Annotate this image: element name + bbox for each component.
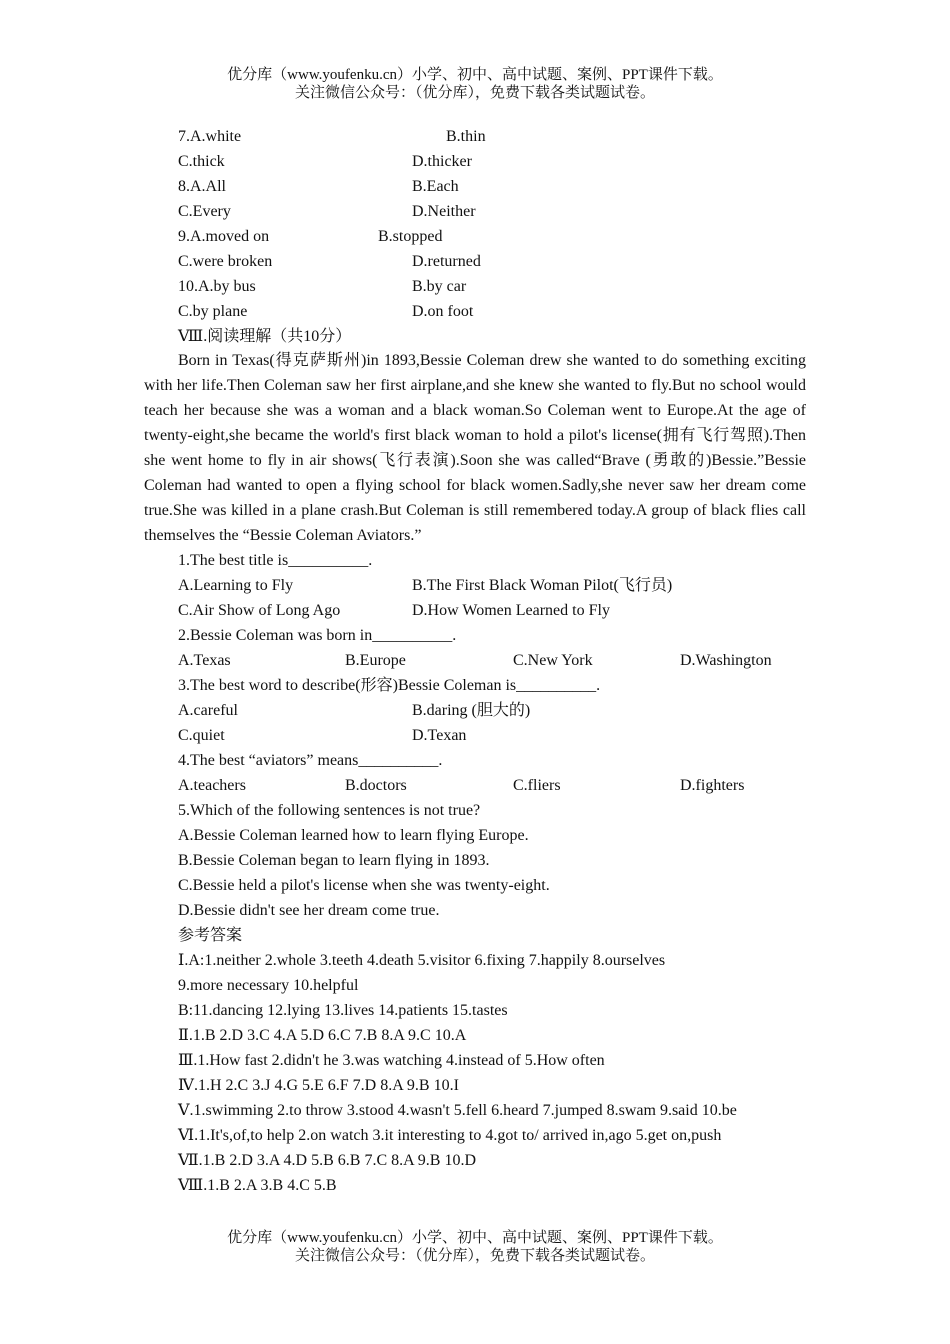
option-b: B.thin (446, 128, 486, 145)
question-stem: 5.Which of the following sentences is not true? (178, 802, 481, 819)
option-a: 7.A.white (178, 128, 242, 145)
answer-line: Ⅶ.1.B 2.D 3.A 4.D 5.B 6.B 7.C 8.A 9.B 10.D (178, 1152, 477, 1169)
option-b: B.Europe (345, 652, 406, 669)
reading-passage: Born in Texas(得克萨斯州)in 1893,Bessie Coleman drew she wanted to do something exciting with her life.Then Coleman saw her first airplane,and she knew she wanted to fly.But no school would teach her because she was a woman and a black woman.So Coleman went to Europe.At the age of twenty-eight,she became the world's first black woman to hold a pilot's license(拥有飞行驾照).Then she went home to fly in air shows(飞行表演).Soon she was called“Brave (勇敢的)Bessie.”Bessie Coleman had wanted to open a flying school for black women.Sadly,she never saw her dream come true.She was killed in a plane crash.But Coleman is still remembered today.A group of black flies call themselves the “Bessie Coleman Aviators.” (144, 352, 806, 544)
option-row (178, 199, 806, 224)
option-row (178, 249, 806, 274)
option-a: A.careful (178, 702, 238, 719)
answer-line: Ⅱ.1.B 2.D 3.C 4.A 5.D 6.C 7.B 8.A 9.C 10.A (178, 1027, 467, 1044)
option-d: D.on foot (412, 303, 474, 320)
option-row (178, 124, 806, 149)
option-c: C.fliers (513, 777, 561, 794)
option-c: C.Bessie held a pilot's license when she was twenty-eight. (178, 877, 550, 894)
answer-line: Ⅲ.1.How fast 2.didn't he 3.was watching 4.instead of 5.How often (178, 1052, 605, 1069)
page-header (0, 66, 950, 102)
option-row (178, 723, 806, 748)
option-d: D.Neither (412, 203, 476, 220)
option-a: A.Learning to Fly (178, 577, 294, 594)
option-b: B.doctors (345, 777, 407, 794)
question-stem: 3.The best word to describe(形容)Bessie Coleman is__________. (178, 677, 601, 694)
header-line-1: 优分库（www.youfenku.cn）小学、初中、高中试题、案例、PPT课件下载。 (227, 67, 723, 83)
answer-line: Ⅰ.A:1.neither 2.whole 3.teeth 4.death 5.visitor 6.fixing 7.happily 8.ourselves (178, 952, 666, 969)
option-a: A.teachers (178, 777, 246, 794)
answers-heading: 参考答案 (178, 927, 243, 944)
option-d: D.Washington (680, 652, 772, 669)
option-b: B.Bessie Coleman began to learn flying in 1893. (178, 852, 490, 869)
option-row (178, 698, 806, 723)
option-row (178, 274, 806, 299)
option-row (178, 174, 806, 199)
option-d: D.Bessie didn't see her dream come true. (178, 902, 440, 919)
section-heading: Ⅷ.阅读理解（共10分） (178, 328, 352, 345)
footer-line-2: 关注微信公众号：（优分库），免费下载各类试题试卷。 (294, 1248, 655, 1264)
option-d: D.returned (412, 253, 481, 270)
option-b: B.by car (412, 278, 467, 295)
option-d: D.How Women Learned to Fly (412, 602, 610, 619)
question-stem: 1.The best title is__________. (178, 552, 373, 569)
option-a: 8.A.All (178, 178, 226, 195)
option-c: C.quiet (178, 727, 225, 744)
option-c: C.by plane (178, 303, 248, 320)
option-d: D.thicker (412, 153, 472, 170)
header-line-2: 关注微信公众号：（优分库），免费下载各类试题试卷。 (294, 85, 655, 101)
option-c: C.New York (513, 652, 593, 669)
option-b: B.The First Black Woman Pilot(飞行员) (412, 577, 673, 594)
option-row (178, 648, 806, 673)
option-a: 9.A.moved on (178, 228, 270, 245)
answer-line: Ⅷ.1.B 2.A 3.B 4.C 5.B (178, 1177, 337, 1194)
option-row (178, 299, 806, 324)
option-row (178, 598, 806, 623)
option-b: B.Each (412, 178, 459, 195)
option-row (178, 573, 806, 598)
option-row (178, 773, 806, 798)
option-a: 10.A.by bus (178, 278, 256, 295)
answer-line: Ⅳ.1.H 2.C 3.J 4.G 5.E 6.F 7.D 8.A 9.B 10.I (178, 1077, 459, 1094)
cloze-options (178, 124, 806, 349)
answer-line: B:11.dancing 12.lying 13.lives 14.patients 15.tastes (178, 1002, 508, 1019)
option-c: C.Air Show of Long Ago (178, 602, 341, 619)
option-c: C.were broken (178, 253, 273, 270)
reading-questions (178, 548, 806, 1198)
option-row (178, 149, 806, 174)
answer-line: Ⅵ.1.It's,of,to help 2.on watch 3.it interesting to 4.got to/ arrived in,ago 5.get on,push (178, 1127, 722, 1144)
answer-line: 9.more necessary 10.helpful (178, 977, 359, 994)
option-d: D.Texan (412, 727, 467, 744)
option-b: B.daring (胆大的) (412, 702, 531, 719)
page-footer (0, 1229, 950, 1265)
question-stem: 4.The best “aviators” means__________. (178, 752, 443, 769)
option-a: A.Bessie Coleman learned how to learn flying Europe. (178, 827, 529, 844)
option-c: C.Every (178, 203, 231, 220)
option-c: C.thick (178, 153, 225, 170)
footer-line-1: 优分库（www.youfenku.cn）小学、初中、高中试题、案例、PPT课件下载。 (227, 1230, 723, 1246)
option-d: D.fighters (680, 777, 745, 794)
answer-line: Ⅴ.1.swimming 2.to throw 3.stood 4.wasn't 5.fell 6.heard 7.jumped 8.swam 9.said 10.be (178, 1102, 737, 1119)
option-a: A.Texas (178, 652, 231, 669)
option-b: B.stopped (378, 228, 443, 245)
question-stem: 2.Bessie Coleman was born in__________. (178, 627, 457, 644)
option-row (178, 224, 806, 249)
